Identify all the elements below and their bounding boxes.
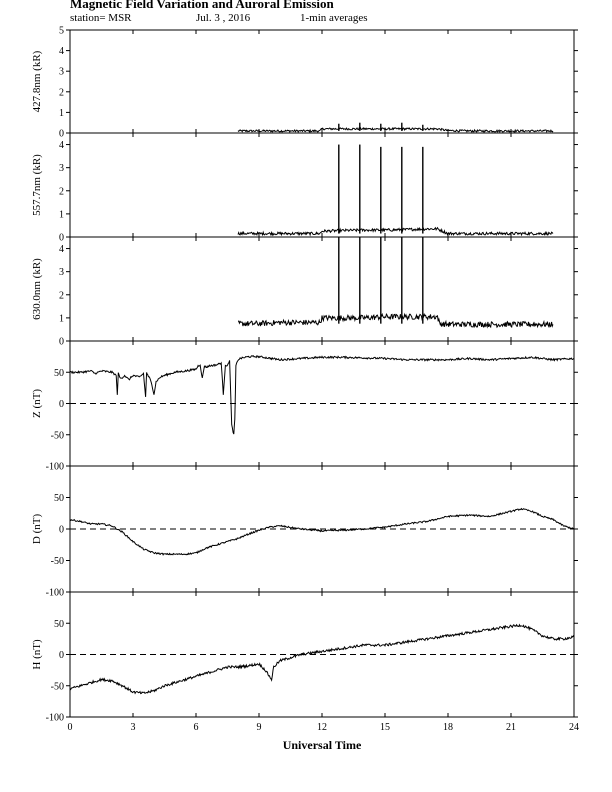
panel-2-ytick-label: 2 bbox=[59, 186, 64, 198]
xtick-label: 15 bbox=[380, 722, 390, 733]
chart-title: Magnetic Field Variation and Auroral Emission bbox=[70, 0, 334, 11]
xtick-label: 24 bbox=[569, 722, 579, 733]
panel-1-frame bbox=[70, 30, 574, 133]
panel-4-ytick-label: 50 bbox=[54, 367, 64, 379]
date-label: Jul. 3 , 2016 bbox=[196, 12, 251, 24]
panel-3-ytick-label: 4 bbox=[59, 244, 64, 256]
panel-3-ytick-label: 0 bbox=[59, 336, 64, 348]
panel-1-ytick-label: 3 bbox=[59, 66, 64, 78]
panel-1-ytick-label: 4 bbox=[59, 46, 64, 58]
panel-2-frame bbox=[70, 133, 574, 237]
panel-4-series-line bbox=[70, 356, 574, 434]
panel-6-ytick-label: 50 bbox=[54, 618, 64, 630]
panel-5-ylabel: D (nT) bbox=[31, 513, 43, 545]
panel-2-ytick-label: 0 bbox=[59, 232, 64, 244]
xtick-label: 9 bbox=[256, 722, 262, 733]
xtick-label: 0 bbox=[67, 722, 73, 733]
panel-6-ytick-label: -50 bbox=[50, 681, 64, 693]
panel-2-series-line bbox=[238, 228, 553, 235]
panel-1-ytick-label: 0 bbox=[59, 128, 64, 140]
xtick-label: 12 bbox=[317, 722, 327, 733]
panel-4-ytick-label: -100 bbox=[45, 461, 64, 473]
xtick-label: 6 bbox=[193, 722, 199, 733]
panel-6-ytick-label: -100 bbox=[45, 712, 64, 724]
panel-3-ytick-label: 3 bbox=[59, 267, 64, 279]
panel-2-ytick-label: 4 bbox=[59, 140, 64, 152]
panel-1-ylabel: 427.8nm (kR) bbox=[31, 50, 43, 113]
xtick-label: 21 bbox=[506, 722, 516, 733]
panel-5-ytick-label: 0 bbox=[59, 524, 64, 536]
panel-3-ytick-label: 2 bbox=[59, 290, 64, 302]
panel-2-ylabel: 557.7nm (kR) bbox=[31, 154, 43, 216]
panel-2-ytick-label: 1 bbox=[59, 209, 64, 221]
panel-1-ytick-label: 2 bbox=[59, 87, 64, 99]
panel-5-ytick-label: -100 bbox=[45, 587, 64, 599]
panel-3-ytick-label: 1 bbox=[59, 313, 64, 325]
panel-4-ytick-label: 0 bbox=[59, 399, 64, 410]
panel-6-series-line bbox=[70, 625, 574, 694]
panel-1-ytick-label: 1 bbox=[59, 107, 64, 119]
x-axis-label: Universal Time bbox=[282, 738, 362, 752]
xtick-label: 18 bbox=[443, 722, 453, 733]
panel-2-ytick-label: 3 bbox=[59, 163, 64, 175]
panel-5-ytick-label: -50 bbox=[50, 556, 64, 567]
panel-3-ylabel: 630.0nm (kR) bbox=[31, 258, 43, 320]
panel-4-ylabel: Z (nT) bbox=[31, 388, 43, 419]
panel-1-series-line bbox=[238, 128, 553, 132]
panel-1-ytick-label: 5 bbox=[59, 25, 64, 37]
averaging-label: 1-min averages bbox=[300, 12, 368, 24]
xtick-label: 3 bbox=[130, 722, 136, 733]
panel-4-ytick-label: -50 bbox=[50, 430, 64, 442]
panel-6-ytick-label: 0 bbox=[59, 650, 64, 661]
panel-6-ylabel: H (nT) bbox=[31, 639, 43, 670]
panel-5-ytick-label: 50 bbox=[54, 493, 64, 504]
panel-5-series-line bbox=[70, 509, 574, 555]
panel-3-series-line bbox=[238, 314, 553, 327]
station-label: station= MSR bbox=[70, 12, 132, 24]
